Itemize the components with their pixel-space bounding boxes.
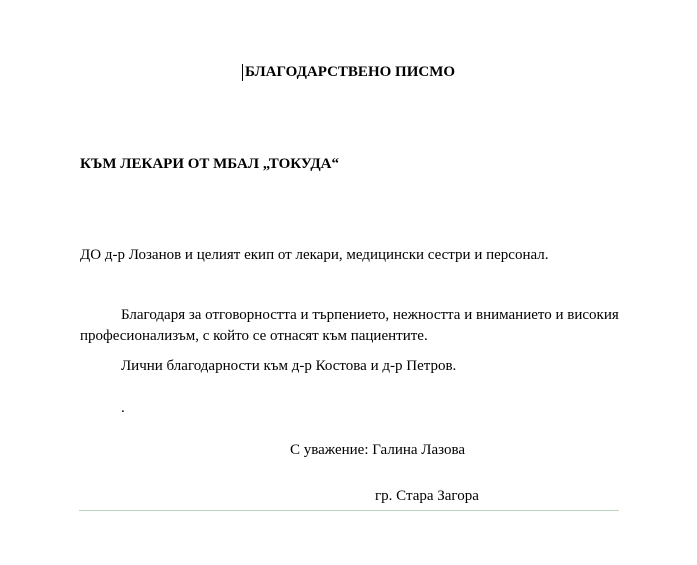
recipient-heading: КЪМ ЛЕКАРИ ОТ МБАЛ „ТОКУДА“	[80, 156, 339, 172]
trailing-mark: .	[121, 400, 125, 416]
page-bottom-rule	[79, 510, 619, 511]
text-cursor	[242, 64, 243, 81]
letter-title: БЛАГОДАРСТВЕНО ПИСМО	[244, 64, 456, 80]
signature-line: С уважение: Галина Лазова	[290, 442, 465, 458]
letter-title-wrap	[242, 62, 455, 82]
addressee-line: ДО д-р Лозанов и целият екип от лекари, медицински сестри и персонал.	[80, 247, 549, 263]
body-paragraph: Лични благодарности към д-р Костова и д-р Петров.	[121, 358, 457, 374]
place-line: гр. Стара Загора	[375, 488, 479, 504]
letter-title-line	[0, 62, 697, 82]
body-paragraph: Благодаря за отговорността и търпението, нежността и вниманието и високия професионализъм, с който се отнасят към пациентите.	[80, 307, 619, 344]
